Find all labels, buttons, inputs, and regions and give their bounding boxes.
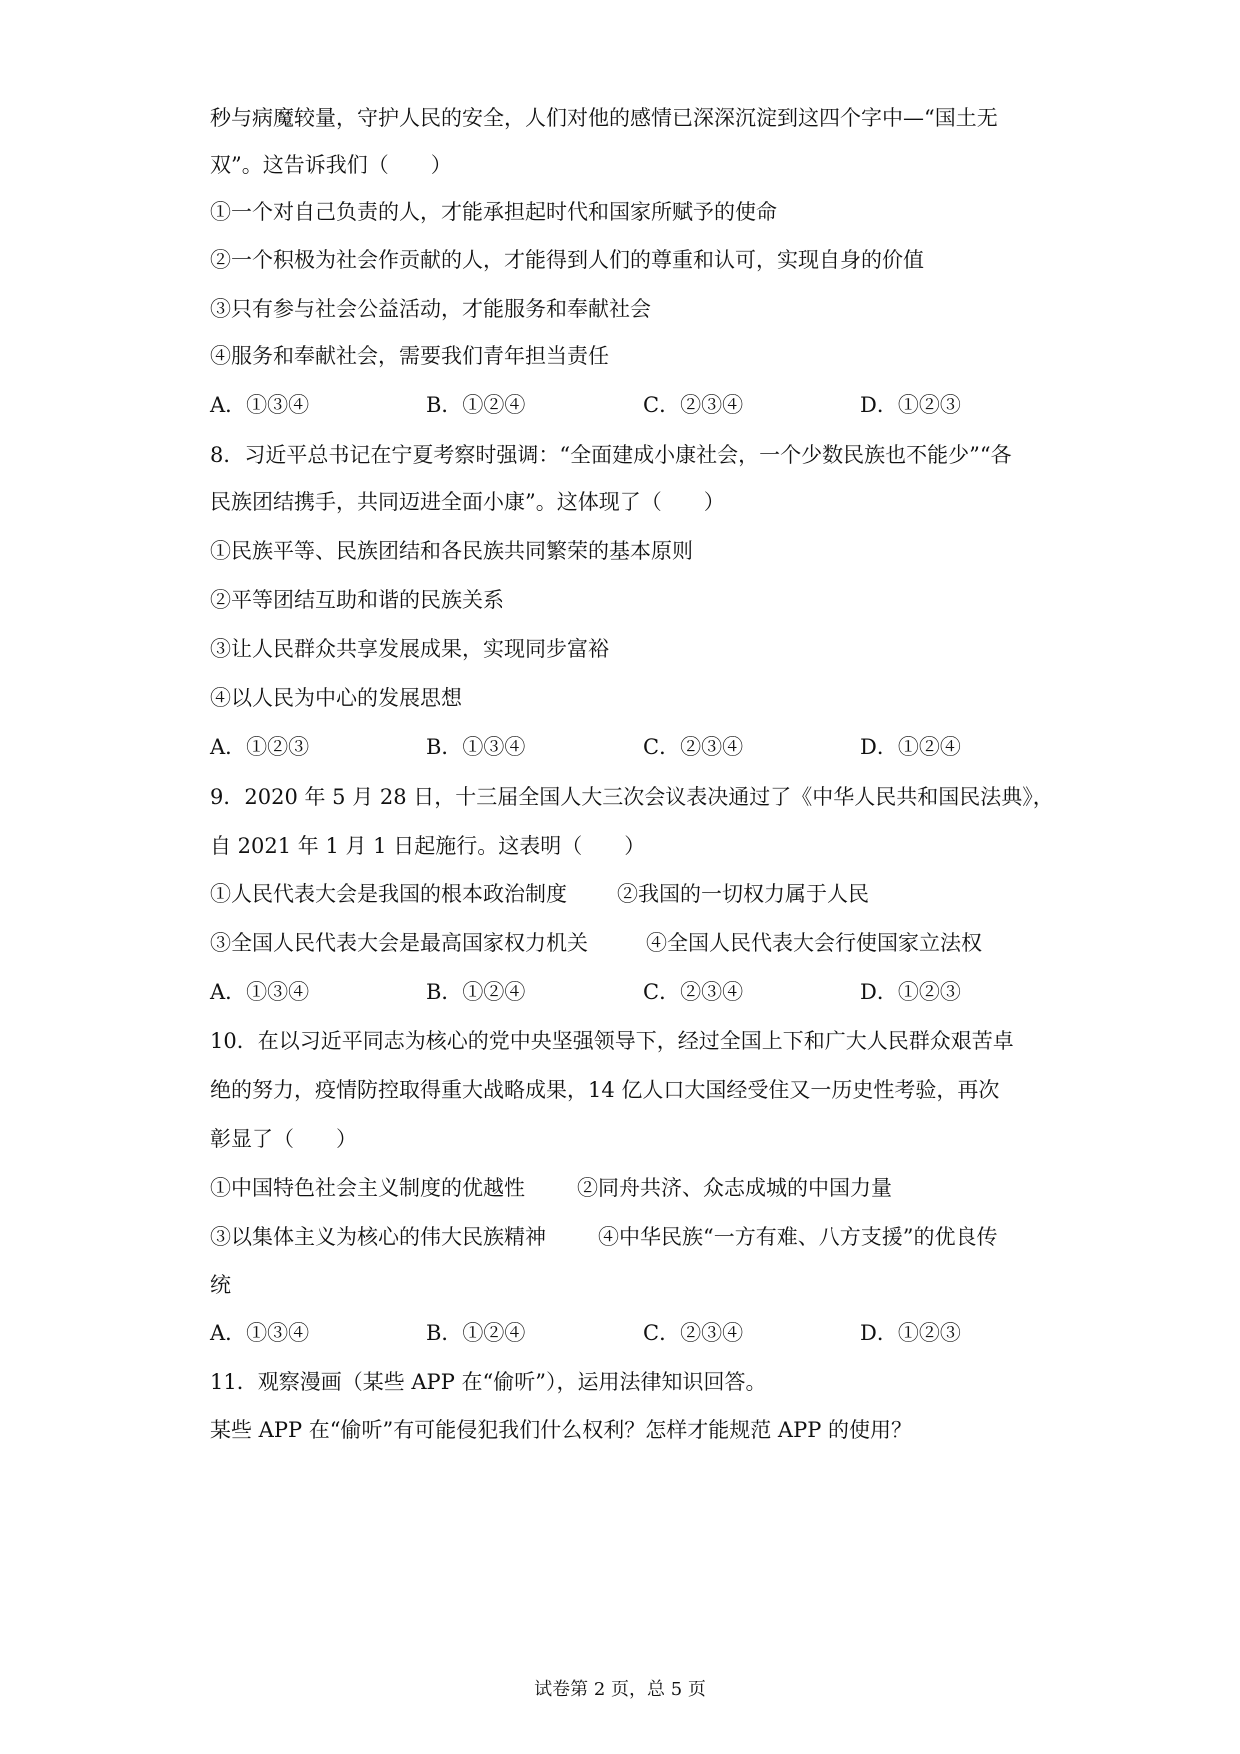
q10-option-c[interactable]: C．②③④ [643,1321,744,1345]
q9-option-b[interactable]: B．①②④ [426,980,526,1004]
q10-stem-line-2: 绝的努力，疫情防控取得重大战略成果，14 亿人口大国经受住又一历史性考验，再次 [210,1078,1000,1102]
q7-option-c[interactable]: C．②③④ [643,393,744,417]
q8-statement-1: ①民族平等、民族团结和各民族共同繁荣的基本原则 [210,539,693,563]
q10-option-a[interactable]: A．①③④ [210,1321,310,1345]
q8-statement-3: ③让人民群众共享发展成果，实现同步富裕 [210,637,609,661]
q9-statement-2: ②我国的一切权力属于人民 [617,882,869,906]
q7-stem-line-1: 秒与病魔较量，守护人民的安全，人们对他的感情已深深沉淀到这四个字中—“国土无 [210,106,998,130]
q7-statement-3: ③只有参与社会公益活动，才能服务和奉献社会 [210,297,651,321]
q9-statement-1: ①人民代表大会是我国的根本政治制度 [210,882,567,906]
q9-stem-line-2: 自 2021 年 1 月 1 日起施行。这表明（ ） [210,834,646,858]
page-footer: 试卷第 2 页，总 5 页 [534,1679,706,1700]
q9-statement-4: ④全国人民代表大会行使国家立法权 [646,931,982,955]
q7-option-d[interactable]: D．①②③ [860,393,961,417]
q7-statement-2: ②一个积极为社会作贡献的人，才能得到人们的尊重和认可，实现自身的价值 [210,248,924,272]
q10-stem-line-3: 彰显了（ ） [210,1127,357,1151]
q8-statement-2: ②平等团结互助和谐的民族关系 [210,588,504,612]
q7-statement-1: ①一个对自己负责的人，才能承担起时代和国家所赋予的使命 [210,200,777,224]
q9-stem-line-1: 9．2020 年 5 月 28 日，十三届全国人大三次会议表决通过了《中华人民共和国民法典》， [210,785,1054,809]
q7-stem-line-2: 双”。这告诉我们（ ） [210,153,452,177]
q10-statement-4: ④中华民族“一方有难、八方支援”的优良传 [598,1225,998,1249]
q10-stem-line-1: 10．在以习近平同志为核心的党中央坚强领导下，经过全国上下和广大人民群众艰苦卓 [210,1029,1014,1053]
q8-statement-4: ④以人民为中心的发展思想 [210,686,462,710]
q9-option-a[interactable]: A．①③④ [210,980,310,1004]
q10-statement-4-continuation: 统 [210,1273,231,1297]
q8-option-c[interactable]: C．②③④ [643,735,744,759]
q7-statement-4: ④服务和奉献社会，需要我们青年担当责任 [210,344,609,368]
q7-option-b[interactable]: B．①②④ [426,393,526,417]
q9-statement-3: ③全国人民代表大会是最高国家权力机关 [210,931,588,955]
q10-statement-3: ③以集体主义为核心的伟大民族精神 [210,1225,546,1249]
q10-statement-2: ②同舟共济、众志成城的中国力量 [577,1176,892,1200]
q8-option-d[interactable]: D．①②④ [860,735,961,759]
q8-option-a[interactable]: A．①②③ [210,735,310,759]
q10-statement-1: ①中国特色社会主义制度的优越性 [210,1176,525,1200]
q8-stem-line-2: 民族团结携手，共同迈进全面小康”。这体现了（ ） [210,490,725,514]
q8-option-b[interactable]: B．①③④ [426,735,526,759]
q7-option-a[interactable]: A．①③④ [210,393,310,417]
q9-option-d[interactable]: D．①②③ [860,980,961,1004]
q9-option-c[interactable]: C．②③④ [643,980,744,1004]
q10-option-b[interactable]: B．①②④ [426,1321,526,1345]
q11-stem: 11．观察漫画（某些 APP 在“偷听”），运用法律知识回答。 [210,1370,767,1394]
q10-option-d[interactable]: D．①②③ [860,1321,961,1345]
q11-question: 某些 APP 在“偷听”有可能侵犯我们什么权利？怎样才能规范 APP 的使用？ [210,1418,913,1442]
q8-stem-line-1: 8．习近平总书记在宁夏考察时强调：“全面建成小康社会，一个少数民族也不能少”“各 [210,443,1012,467]
